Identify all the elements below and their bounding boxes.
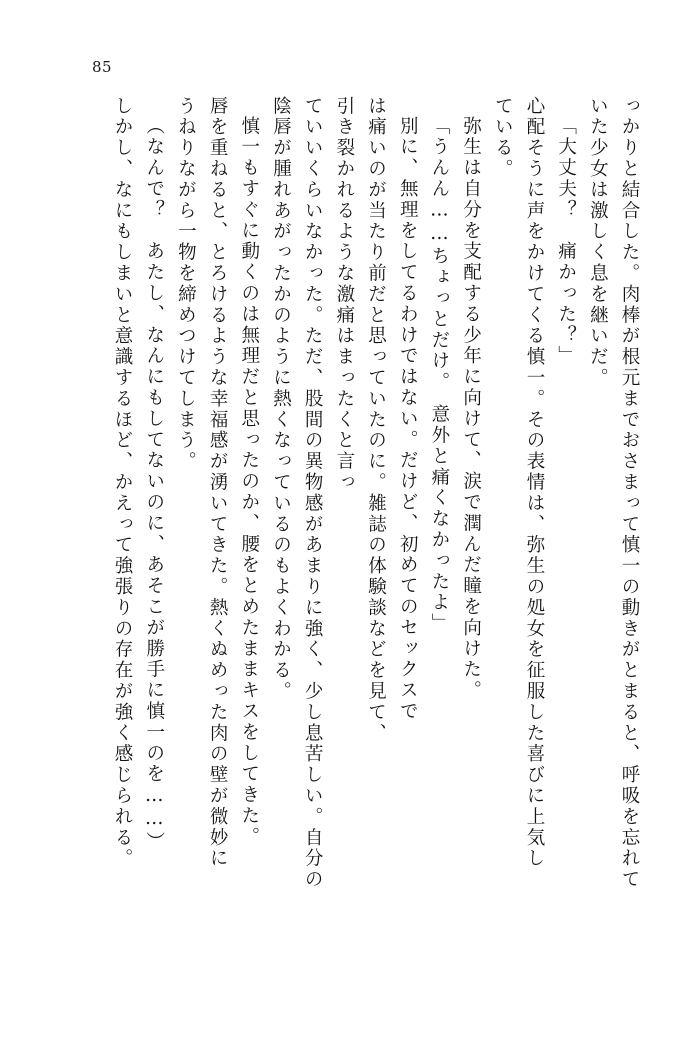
page-number: 85: [92, 58, 113, 76]
text-column: 「うんん……ちょっとだけ。 意外と痛くなかったよ」: [428, 116, 450, 635]
text-column: 別に、無理をしてるわけではない。だけど、初めてのセックスで: [397, 116, 419, 723]
text-column: 弥生は自分を支配する少年に向けて、涙で潤んだ瞳を向けた。: [460, 116, 482, 702]
text-column: 陰唇が腫れあがったかのように熱くなっているのもよくわかる。: [270, 96, 292, 703]
text-column: 唇を重ねると、とろけるような幸福感が湧いてきた。熱くぬめった肉の壁が微妙に: [207, 96, 229, 870]
text-column: っかりと結合した。肉棒が根元までおさまって慎一の動きがとまると、呼吸を忘れて: [619, 96, 640, 891]
vertical-text-body: [62, 96, 638, 926]
text-column: うねりながら一物を締めつけてしまう。: [175, 96, 197, 473]
text-column: 引き裂かれるような激痛はまったくと言っ: [333, 96, 355, 494]
text-column: 慎一もすぐに動くのは無理だと思ったのか、腰をとめたままキスをしてきた。: [238, 116, 260, 848]
text-column: ていいくらいなかった。ただ、股間の異物感があまりに強く、少し息苦しい。自分の: [302, 96, 324, 891]
text-column: いた少女は激しく息を継いだ。: [587, 96, 609, 389]
text-column: ている。: [492, 96, 514, 180]
text-column: 「大丈夫？ 痛かった？」: [555, 116, 577, 367]
text-column: しかし、なにもしまいと意識するほど、かえって強張りの存在が強く感じられる。: [112, 96, 133, 870]
text-column: （なんで？ あたし、なんにもしてないのに、あそこが勝手に慎一のを……）: [143, 116, 165, 853]
text-column: は痛いのが当たり前だと思っていたのに。雑誌の体験談などを見て、: [365, 96, 387, 744]
text-column: 心配そうに声をかけてくる慎一。その表情は、弥生の処女を征服した喜びに上気し: [523, 96, 545, 870]
